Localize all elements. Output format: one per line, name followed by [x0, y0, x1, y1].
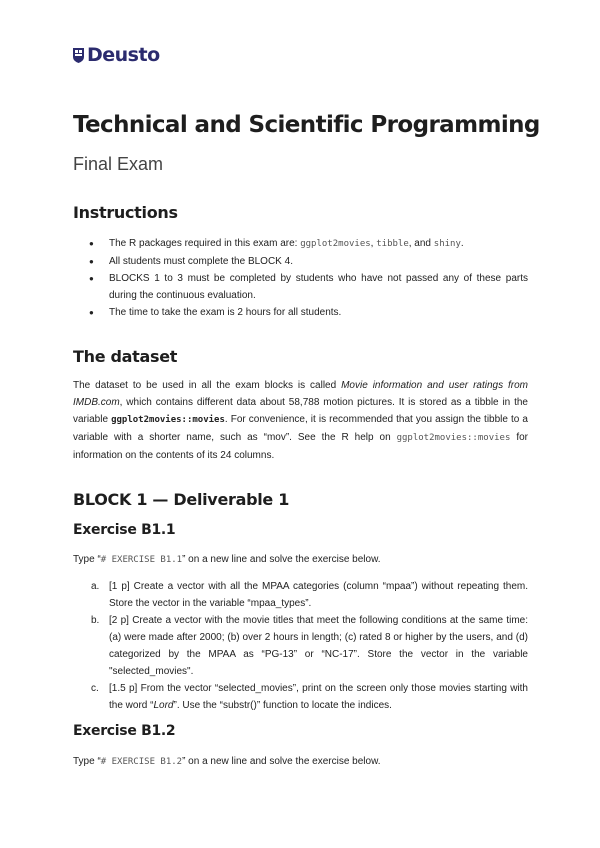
item-text: ”. Use the “substr()” function to locate the indices.	[173, 700, 392, 711]
item-text: [2 p] Create a vector with the movie titles that meet the following conditions at the same time: (a) were made after 2000; (b) over 2 hours in length; (c) rated 8 or higher by the users, and (d) categorized by the MPAA as “PG-13” or “NC-17”. Store the vector in the variable "selected_movies".	[109, 615, 528, 677]
exercise-item	[73, 612, 528, 680]
dataset-name: Movie information and user ratings from IMDB.com	[73, 380, 529, 408]
item-italic-word: Lord	[153, 700, 174, 711]
shield-icon	[73, 48, 84, 63]
instruction-text: The R packages required in this exam are:	[109, 238, 301, 249]
dataset-text: . For convenience, it is recommended that you assign the tibble to a variable with a shorter name, such as “mov”. See the R help on	[73, 414, 528, 443]
exercise-code: # EXERCISE B1.1	[100, 555, 183, 565]
exercise-b1-1-items	[73, 578, 528, 714]
logo-text: Deusto	[87, 44, 160, 66]
package-name: tibble	[376, 239, 409, 249]
separator: .	[460, 238, 464, 249]
dataset-variable: ggplot2movies::movies	[111, 415, 225, 425]
exercise-b1-2-instruction	[73, 753, 528, 771]
item-text: [1 p] Create a vector with all the MPAA categories (column “mpaa”) without repeating them. Store the vector in the variable “mpaa_types”.	[109, 581, 528, 609]
item-marker: b.	[91, 615, 100, 626]
dataset-help-code: ggplot2movies::movies	[396, 433, 511, 443]
exercise-item	[73, 578, 528, 612]
dataset-paragraph	[73, 377, 528, 464]
dataset-text: The dataset to be used in all the exam blocks is called	[73, 380, 342, 391]
page-title: Technical and Scientific Programming	[73, 112, 540, 138]
item-marker: c.	[91, 683, 99, 694]
instruction-text: Type “	[73, 554, 101, 565]
instruction-item: ● BLOCKS 1 to 3 must be completed by students who have not passed any of these parts during the continuous evaluation.	[73, 270, 528, 304]
exercise-b1-1-heading: Exercise B1.1	[73, 522, 176, 538]
item-text: [1.5 p] From the vector “selected_movies”, print on the screen only those movies starting with the word “	[109, 683, 528, 711]
separator: ,	[370, 238, 377, 249]
exercise-b1-2-heading: Exercise B1.2	[73, 723, 176, 739]
deusto-logo	[73, 44, 160, 66]
dataset-heading: The dataset	[73, 347, 178, 366]
instruction-item: ● The time to take the exam is 2 hours for all students.	[73, 304, 528, 321]
instruction-item: ● All students must complete the BLOCK 4.	[73, 253, 528, 270]
package-name: ggplot2movies	[300, 239, 371, 249]
exercise-b1-1-instruction	[73, 551, 528, 569]
exercise-code: # EXERCISE B1.2	[100, 757, 183, 767]
item-marker: a.	[91, 581, 100, 592]
dataset-text: for information on the contents of its 24 columns.	[73, 432, 528, 461]
exercise-item	[73, 680, 528, 714]
instruction-item	[73, 235, 528, 253]
instruction-text: Type “	[73, 756, 101, 767]
page-subtitle: Final Exam	[73, 154, 164, 174]
instructions-list	[73, 235, 528, 321]
package-name: shiny	[433, 239, 461, 249]
separator: , and	[408, 238, 434, 249]
instruction-text: ” on a new line and solve the exercise below.	[182, 554, 381, 565]
instruction-text: ” on a new line and solve the exercise below.	[182, 756, 381, 767]
instructions-heading: Instructions	[73, 203, 178, 222]
block1-heading: BLOCK 1 — Deliverable 1	[73, 490, 290, 509]
dataset-text: , which contains different data about 58,788 motion pictures. It is stored as a tibble in the variable	[73, 397, 528, 425]
